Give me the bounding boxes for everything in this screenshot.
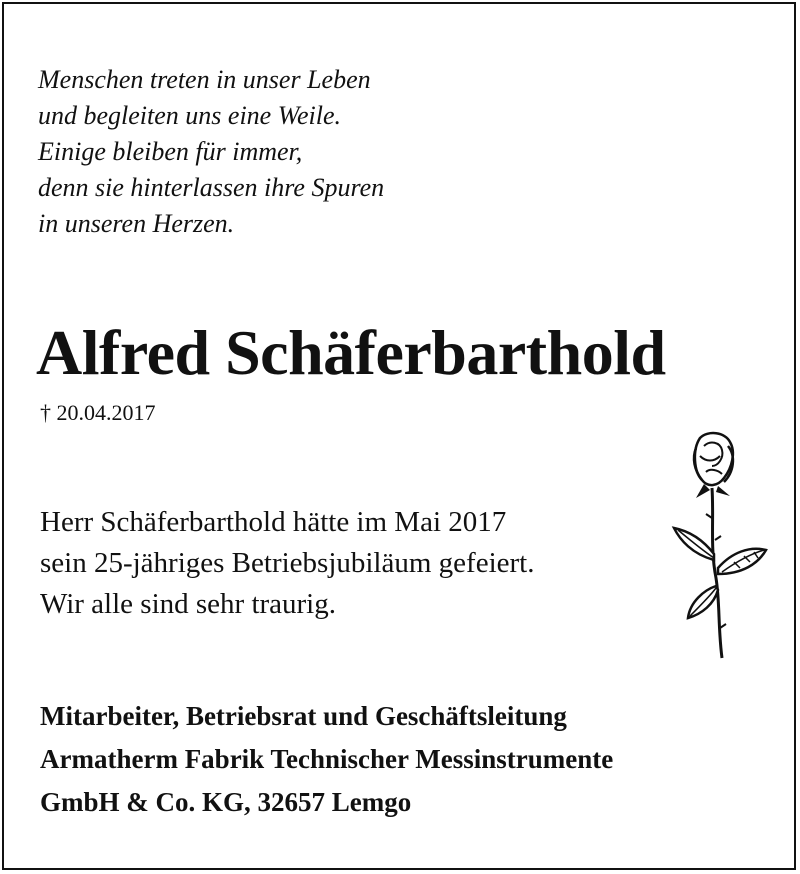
rose-icon [670, 428, 770, 662]
signature-block [40, 695, 613, 824]
condolence-message [40, 502, 534, 625]
signature-line: Armatherm Fabrik Technischer Messinstrumente [40, 744, 614, 774]
message-line: sein 25-jähriges Betriebsjubiläum gefeiert. [40, 547, 535, 579]
poem-line: in unseren Herzen. [38, 209, 235, 238]
death-date: † 20.04.2017 [40, 400, 156, 425]
poem-line: denn sie hinterlassen ihre Spuren [38, 173, 385, 202]
message-line: Wir alle sind sehr traurig. [40, 588, 336, 620]
signature-line: GmbH & Co. KG, 32657 Lemgo [40, 787, 412, 817]
message-line: Herr Schäferbarthold hätte im Mai 2017 [40, 506, 507, 538]
signature-line: Mitarbeiter, Betriebsrat und Geschäftsleitung [40, 701, 567, 731]
poem-line: und begleiten uns eine Weile. [38, 101, 342, 130]
poem-line: Einige bleiben für immer, [38, 137, 303, 166]
poem-line: Menschen treten in unser Leben [38, 65, 371, 94]
memorial-poem [38, 62, 384, 242]
deceased-name: Alfred Schäferbarthold [36, 317, 666, 388]
